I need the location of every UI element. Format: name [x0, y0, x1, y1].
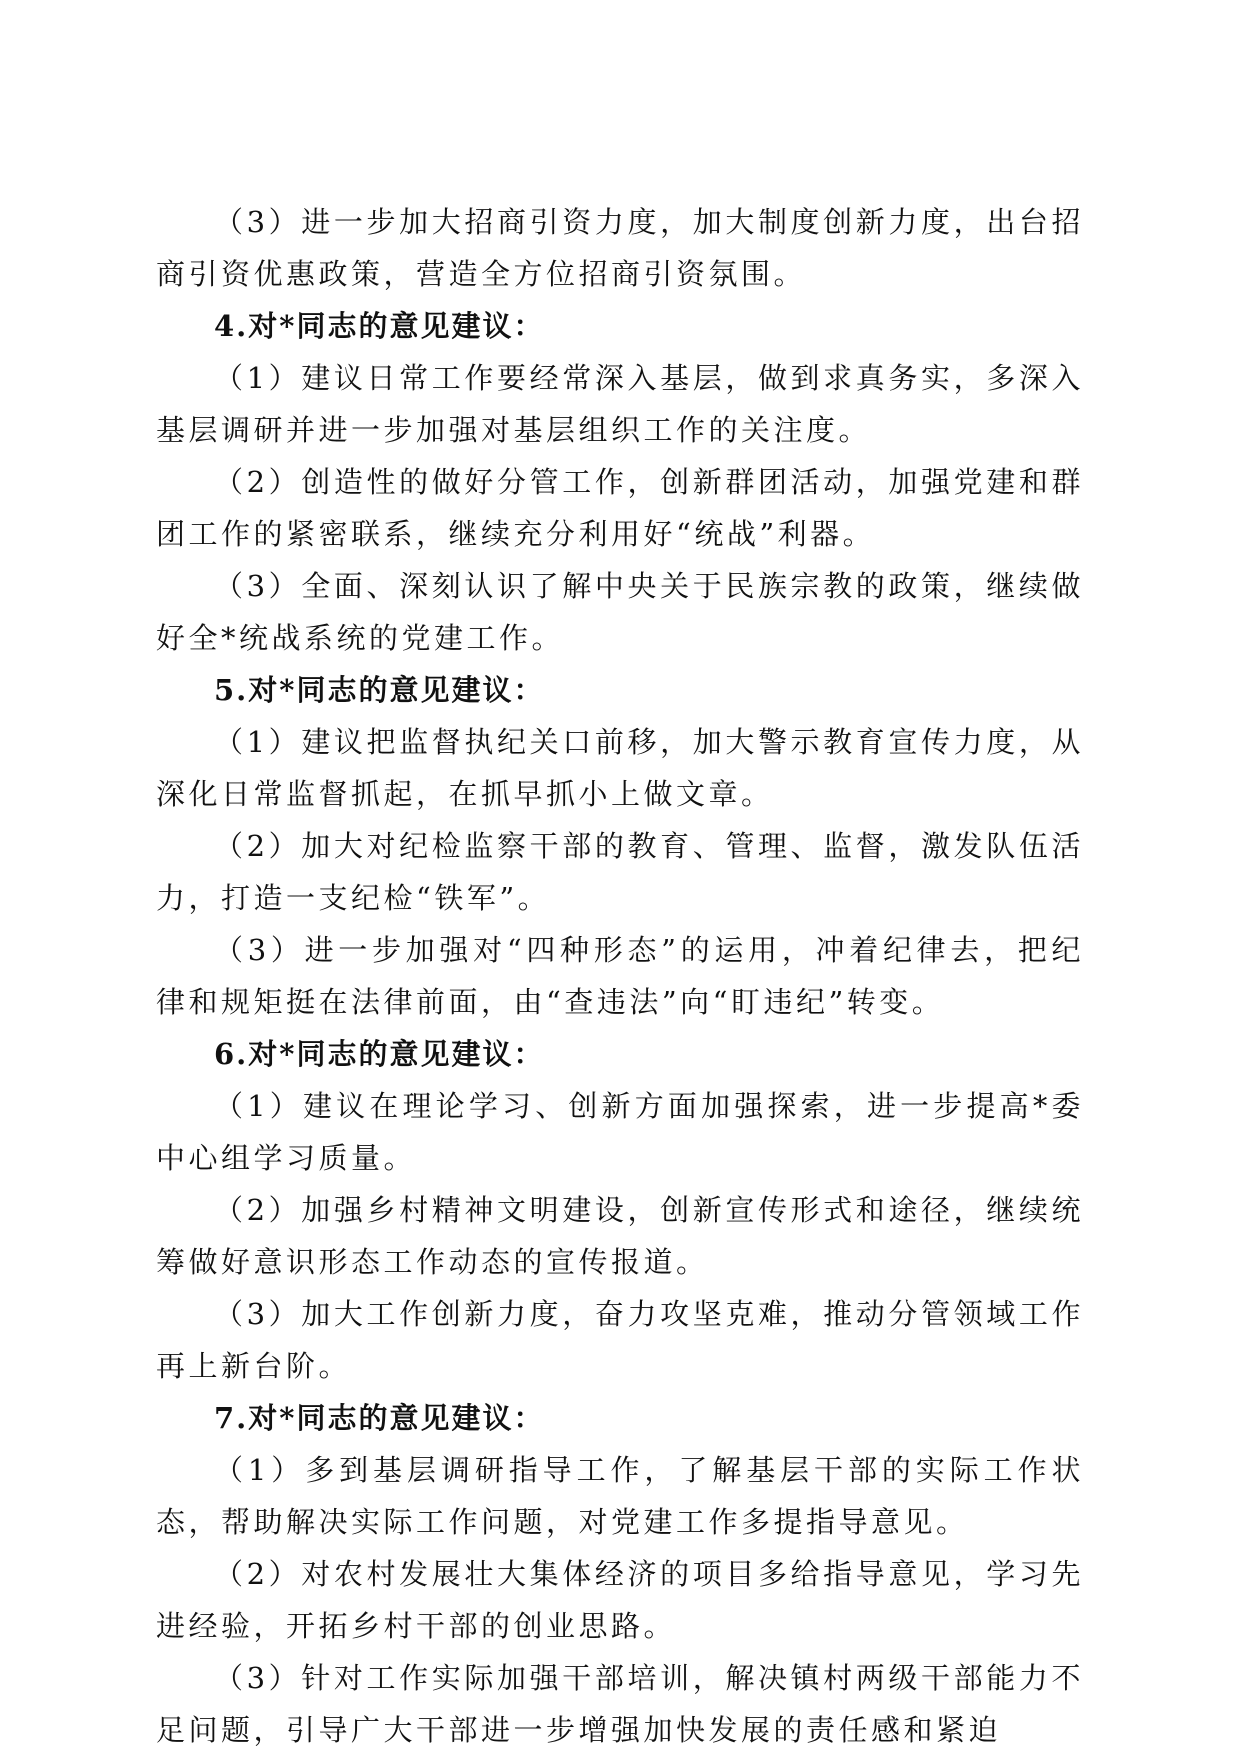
document-body [156, 196, 1084, 1756]
paragraph-4-2: （2）创造性的做好分管工作，创新群团活动，加强党建和群团工作的紧密联系，继续充分利用好“统战”利器。 [156, 465, 1084, 551]
paragraph-6-3: （3）加大工作创新力度，奋力攻坚克难，推动分管领域工作再上新台阶。 [156, 1297, 1084, 1383]
paragraph-6-2: （2）加强乡村精神文明建设，创新宣传形式和途径，继续统筹做好意识形态工作动态的宣传报道。 [156, 1193, 1084, 1279]
paragraph-7-2: （2）对农村发展壮大集体经济的项目多给指导意见，学习先进经验，开拓乡村干部的创业思路。 [156, 1557, 1084, 1643]
paragraph-3-3: （3）进一步加大招商引资力度，加大制度创新力度，出台招商引资优惠政策，营造全方位招商引资氛围。 [156, 205, 1084, 291]
section-heading-5: 5.对*同志的意见建议： [214, 673, 545, 707]
paragraph-4-3: （3）全面、深刻认识了解中央关于民族宗教的政策，继续做好全*统战系统的党建工作。 [156, 569, 1084, 655]
paragraph-7-1: （1）多到基层调研指导工作，了解基层干部的实际工作状态，帮助解决实际工作问题，对党建工作多提指导意见。 [156, 1453, 1084, 1539]
paragraph-6-1: （1）建议在理论学习、创新方面加强探索，进一步提高*委中心组学习质量。 [156, 1089, 1084, 1175]
paragraph-5-3: （3）进一步加强对“四种形态”的运用，冲着纪律去，把纪律和规矩挺在法律前面，由“查违法”向“盯违纪”转变。 [156, 933, 1084, 1019]
paragraph-4-1: （1）建议日常工作要经常深入基层，做到求真务实，多深入基层调研并进一步加强对基层组织工作的关注度。 [156, 361, 1084, 447]
section-heading-4: 4.对*同志的意见建议： [214, 309, 545, 343]
paragraph-5-2: （2）加大对纪检监察干部的教育、管理、监督，激发队伍活力，打造一支纪检“铁军”。 [156, 829, 1084, 915]
paragraph-5-1: （1）建议把监督执纪关口前移，加大警示教育宣传力度，从深化日常监督抓起，在抓早抓小上做文章。 [156, 725, 1084, 811]
section-heading-6: 6.对*同志的意见建议： [214, 1037, 545, 1071]
section-heading-7: 7.对*同志的意见建议： [214, 1401, 545, 1435]
paragraph-7-3: （3）针对工作实际加强干部培训，解决镇村两级干部能力不足问题，引导广大干部进一步增强加快发展的责任感和紧迫 [156, 1661, 1084, 1747]
